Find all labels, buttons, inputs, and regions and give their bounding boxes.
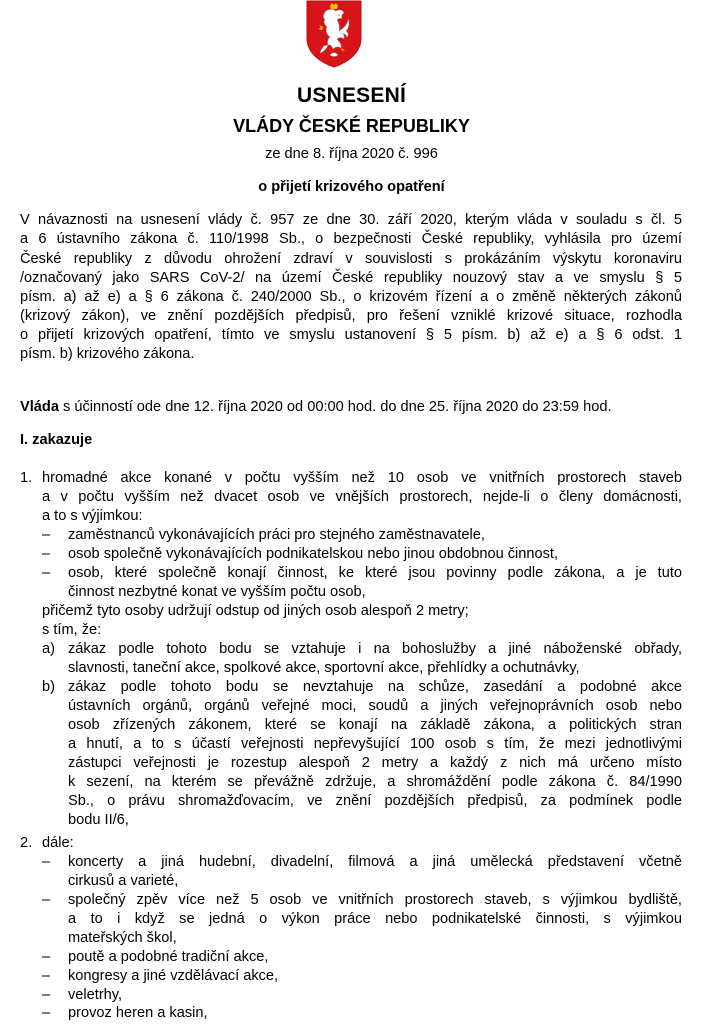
dash-item-text: cirkusů a varieté, <box>68 873 179 889</box>
item-line: s tím, že: <box>42 622 102 638</box>
dash-item-text: veletrhy, <box>68 987 123 1003</box>
dash-item-text: poutě a podobné tradiční akce, <box>68 949 269 965</box>
item-line: a v počtu vyšším než dvacet osob ve vnějších prostorech, nejde-li o členy domácnosti, <box>42 489 682 505</box>
item-number: 1. <box>20 470 33 486</box>
state-emblem-icon <box>306 0 362 68</box>
sub-label: b) <box>42 679 55 695</box>
sub-label: a) <box>42 641 55 657</box>
sub-text: k sezení, na kterém se převážně zdržuje, a shromáždění podle zákona č. 84/1990 <box>68 774 682 790</box>
dash-item-text: osob společně vykonávajících podnikatelskou nebo jinou obdobnou činnost, <box>68 546 559 562</box>
intro-line: /označovaný jako SARS CoV-2/ na území České republiky nouzový stav a ve smyslu § 5 <box>20 270 682 286</box>
vlada-sentence <box>20 398 612 416</box>
sub-text: a hnutí, a to s účastí veřejnosti nepřevyšující 100 osob s tím, že mezi jednotlivými <box>68 736 682 752</box>
vlada-label: Vláda <box>20 399 59 415</box>
item-line: hromadné akce konané v počtu vyšším než 10 osob ve vnitřních prostorech staveb <box>42 470 682 486</box>
dash-item-text: kongresy a jiné vzdělávací akce, <box>68 968 279 984</box>
dash-item-text: mateřských škol, <box>68 930 177 946</box>
dash-item-text: činnost nezbytné konat ve vyšším počtu osob, <box>68 584 366 600</box>
item-line: a to s výjimkou: <box>42 508 143 524</box>
dash-bullet: – <box>42 854 51 870</box>
intro-line: písm. b) krizového zákona. <box>20 346 195 362</box>
resolution-subject: o přijetí krizového opatření <box>258 179 445 195</box>
dash-item-text: společný zpěv více než 5 osob ve vnitřních prostorech staveb, s výjimkou bydliště, <box>68 892 682 908</box>
vlada-text: s účinností ode dne 12. října 2020 od 00:00 hod. do dne 25. října 2020 do 23:59 hod. <box>58 399 612 415</box>
intro-line: písm. a) až e) a § 6 zákona č. 240/2000 Sb., o krizovém řízení a o změně některých zákonů <box>20 289 682 305</box>
intro-line: a 6 ústavního zákona č. 110/1998 Sb., o bezpečnosti České republiky, vyhlásila pro území <box>20 231 682 247</box>
sub-text: slavnosti, taneční akce, spolkové akce, sportovní akce, přehlídky a ochutnávky, <box>68 660 580 676</box>
dash-item-text: provoz heren a kasin, <box>68 1005 208 1021</box>
document-title: USNESENÍ <box>297 84 406 107</box>
sub-text: ústavních orgánů, orgánů veřejné moci, soudů a jiných veřejnoprávních osob nebo <box>68 698 682 714</box>
dash-bullet: – <box>42 546 51 562</box>
item-line: přičemž tyto osoby udržují odstup od jiných osob alespoň 2 metry; <box>42 603 469 619</box>
dash-item-text: zaměstnanců vykonávajících práci pro stejného zaměstnavatele, <box>68 527 485 543</box>
intro-line: V návaznosti na usnesení vlády č. 957 ze dne 30. září 2020, kterým vláda v souladu s čl. 5 <box>20 212 682 228</box>
dash-bullet: – <box>42 892 51 908</box>
item-line: dále: <box>42 835 74 851</box>
document-subtitle: VLÁDY ČESKÉ REPUBLIKY <box>233 116 470 136</box>
sub-text: bodu II/6, <box>68 812 129 828</box>
item-number: 2. <box>20 835 33 851</box>
sub-text: zástupci veřejnosti je rozestup alespoň 2 metry a každý z nich má určeno místo <box>68 755 682 771</box>
sub-text: zákaz podle tohoto bodu se nevztahuje na schůze, zasedání a podobné akce <box>68 679 682 695</box>
dash-bullet: – <box>42 949 51 965</box>
dash-item-text: a to i když se jedná o výkon práce nebo podnikatelské činnosti, s výjimkou <box>68 911 682 927</box>
dash-bullet: – <box>42 968 51 984</box>
sub-text: osob zřízených zákonem, které se konají na základě zákona, a politických stran <box>68 717 682 733</box>
intro-line: České republiky z důvodu ohrožení zdraví v souvislosti s prokázáním výskytu koronaviru <box>20 251 682 267</box>
sub-text: Sb., o právu shromažďovacím, ve znění pozdějších předpisů, za podmínek podle <box>68 793 682 809</box>
section-heading: I. zakazuje <box>20 432 93 448</box>
dash-bullet: – <box>42 1005 51 1021</box>
dash-bullet: – <box>42 527 51 543</box>
dash-item-text: koncerty a jiná hudební, divadelní, filmová a jiná umělecká představení včetně <box>68 854 682 870</box>
sub-text: zákaz podle tohoto bodu se vztahuje i na bohoslužby a jiné náboženské obřady, <box>68 641 682 657</box>
dash-bullet: – <box>42 987 51 1003</box>
dash-item-text: osob, které společně konají činnost, ke které jsou povinny podle zákona, a je tuto <box>68 565 682 581</box>
intro-line: (krizový zákon), ve znění pozdějších předpisů, pro řešení vzniklé krizové situace, rozhodla <box>20 308 682 324</box>
dash-bullet: – <box>42 565 51 581</box>
intro-line: o přijetí krizových opatření, tímto ve smyslu ustanovení § 5 písm. b) až e) a § 6 odst. 1 <box>20 327 682 343</box>
resolution-date-number: ze dne 8. října 2020 č. 996 <box>265 146 438 162</box>
